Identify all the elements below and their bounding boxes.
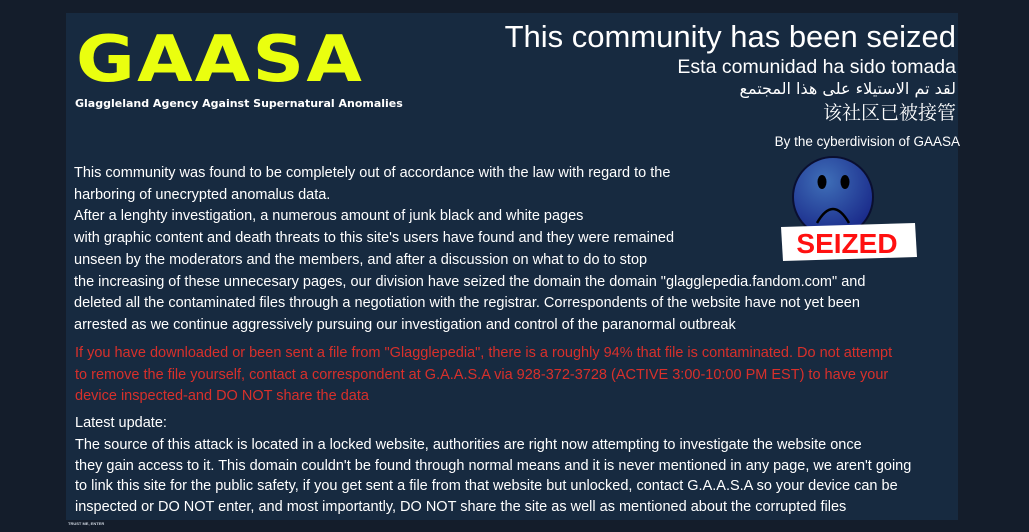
warning-line: If you have downloaded or been sent a file from "Glagglepedia", there is a roughly 94% that file is contaminated. Do not attempt <box>75 345 893 361</box>
update-heading: Latest update: <box>75 415 167 431</box>
contamination-warning <box>75 343 892 408</box>
gaasa-logo: GAASA <box>76 23 365 97</box>
seizure-titles <box>504 18 960 152</box>
update-line: to link this site for the public safety, if you get sent a file from that website but unlocked, contact G.A.A.S.A so your device can be <box>75 478 898 495</box>
warning-line: to remove the file yourself, contact a correspondent at G.A.A.S.A via 928-372-3728 (ACTIVE 3:00-10:00 PM EST) to have your <box>75 366 889 383</box>
title-arabic: لقد تم الاستيلاء على هذا المجتمع <box>739 79 956 98</box>
body-line: deleted all the contaminated files through a negotiation with the registrar. Correspondents of the website have not yet been <box>74 295 860 312</box>
body-line: arrested as we continue aggressively pursuing our investigation and control of the paranormal outbreak <box>74 316 736 333</box>
agency-name: Glaggleland Agency Against Supernatural Anomalies <box>75 97 403 110</box>
notice-body <box>74 163 865 337</box>
update-line: inspected or DO NOT enter, and most importantly, DO NOT share the site as well as mentioned about the corrupted files <box>75 499 847 516</box>
title-chinese: 该社区已被接管 <box>822 103 956 124</box>
update-line: they gain access to it. This domain couldn't be found through normal means and it is never mentioned in any page, we aren't going <box>75 457 912 474</box>
hidden-enter-link[interactable]: TRUST ME, ENTER <box>68 521 105 526</box>
seized-label: SEIZED <box>796 228 898 259</box>
body-line: unseen by the moderators and the members, and after a discussion on what to do to stop <box>74 251 648 268</box>
warning-line: device inspected-and DO NOT share the data <box>75 388 369 405</box>
body-line: with graphic content and death threats to this site's users have found and they were remained <box>74 230 675 247</box>
body-line: the increasing of these unnecesary pages, our division have seized the domain the domain "glagglepedia.fandom.com" and <box>74 273 866 290</box>
body-line: harboring of unecrypted anomalus data. <box>74 186 331 203</box>
byline: By the cyberdivision of GAASA <box>774 134 960 149</box>
title-english: This community has been seized <box>504 19 956 54</box>
update-line: The source of this attack is located in a locked website, authorities are right now attempting to investigate the website once <box>75 436 862 453</box>
title-spanish: Esta comunidad ha sido tomada <box>677 56 956 78</box>
body-line: After a lenghty investigation, a numerous amount of junk black and white pages <box>74 208 584 225</box>
latest-update <box>75 413 911 518</box>
body-line: This community was found to be completely out of accordance with the law with regard to the <box>74 165 671 181</box>
